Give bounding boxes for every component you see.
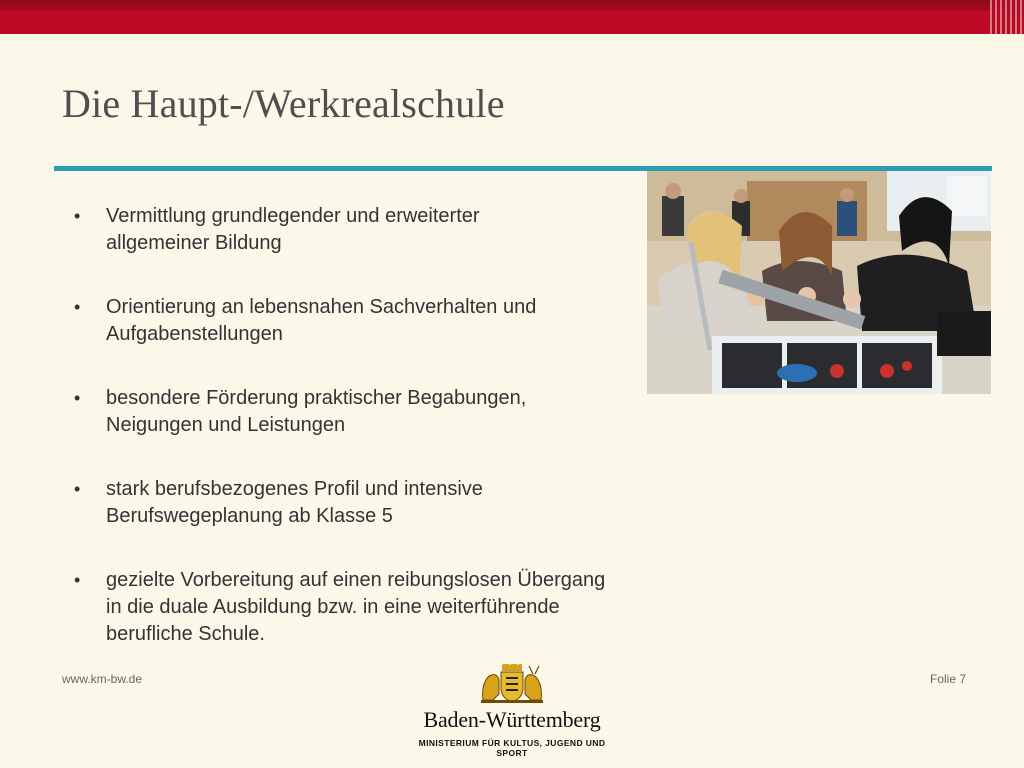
bullet-item: [72, 203, 692, 257]
coat-of-arms-icon: [477, 664, 547, 704]
slide-title: Die Haupt-/Werkrealschule: [62, 81, 505, 126]
bullet-text-line: allgemeiner Bildung: [106, 232, 282, 254]
bullet-marker: •: [74, 206, 81, 226]
top-banner-stripes: [990, 0, 1024, 34]
bullet-list: [72, 203, 692, 685]
bullet-text-line: berufliche Schule.: [106, 623, 265, 645]
bullet-text-line: Neigungen und Leistungen: [106, 414, 346, 436]
bullet-text-line: Berufswegeplanung ab Klasse 5: [106, 505, 393, 527]
bullet-text-line: Orientierung an lebensnahen Sachverhalten und: [106, 296, 537, 318]
ministry-logo: [404, 664, 620, 756]
bullet-text-line: stark berufsbezogenes Profil und intensive: [106, 478, 483, 500]
bullet-text-line: in die duale Ausbildung bzw. in eine weiterführende: [106, 596, 560, 618]
bullet-item: [72, 294, 692, 348]
classroom-photo: [647, 171, 991, 394]
bullet-item: [72, 567, 692, 648]
bullet-marker: •: [74, 388, 81, 408]
bullet-text-line: Aufgabenstellungen: [106, 323, 283, 345]
bullet-text-line: Vermittlung grundlegender und erweiterter: [106, 205, 480, 227]
bullet-item: [72, 385, 692, 439]
bullet-marker: •: [74, 479, 81, 499]
logo-name: Baden-Württemberg: [423, 707, 601, 732]
bullet-marker: •: [74, 570, 81, 590]
slide-number: Folie 7: [930, 672, 967, 686]
bullet-item: [72, 476, 692, 530]
bullet-text-line: besondere Förderung praktischer Begabungen,: [106, 387, 527, 409]
bullet-text-line: gezielte Vorbereitung auf einen reibungslosen Übergang: [106, 569, 606, 591]
logo-ministry: MINISTERIUM FÜR KULTUS, JUGEND UND SPORT: [418, 738, 606, 758]
website-link[interactable]: www.km-bw.de: [62, 672, 143, 686]
bullet-marker: •: [74, 297, 81, 317]
top-banner: [0, 0, 1024, 34]
